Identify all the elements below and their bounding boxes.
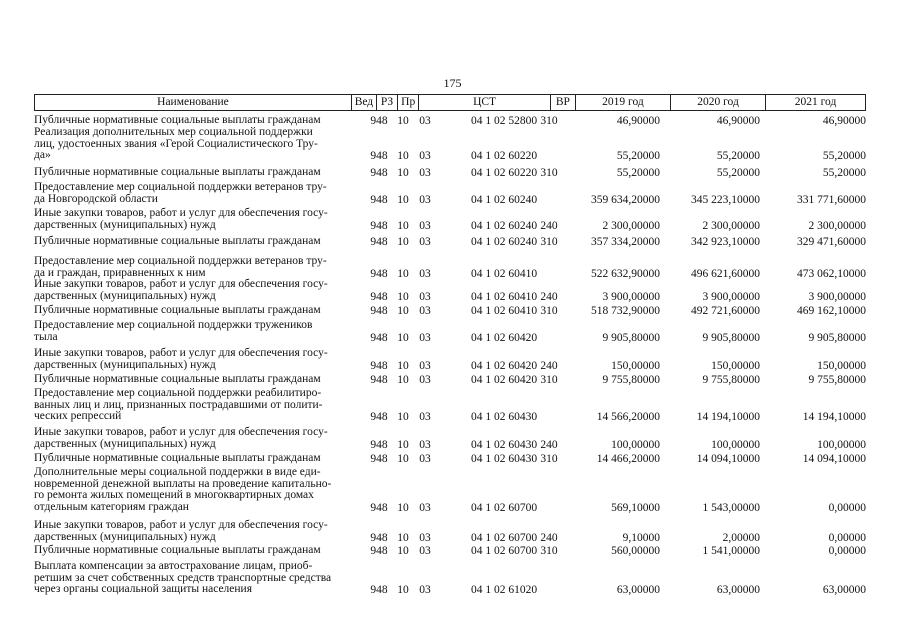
cell-rz: 10 — [397, 411, 409, 423]
cell-vr: 310 — [540, 115, 558, 127]
row-name: Предоставление мер социальной поддержки тружеников тыла — [34, 319, 313, 343]
cell-pr: 03 — [419, 331, 431, 344]
cell-cst: 04 1 02 60700 — [470, 501, 538, 514]
cell-cst: 04 1 02 60410 — [470, 305, 538, 317]
cell-cst: 04 1 02 60430 — [470, 411, 538, 423]
cell-cst: 04 1 02 60700 — [470, 531, 538, 544]
cell-ved: 948 — [370, 501, 388, 514]
cell-y2019: 14 566,20000 — [596, 411, 660, 423]
cell-pr: 03 — [419, 290, 431, 303]
cell-vr: 240 — [540, 359, 558, 372]
cell-ved: 948 — [370, 305, 388, 317]
header-rz: РЗ — [377, 95, 398, 110]
page-number: 175 — [443, 76, 462, 90]
row-name: Иные закупки товаров, работ и услуг для обеспечения госу- дарственных (муниципальных) нужд — [34, 347, 328, 371]
cell-rz: 10 — [397, 584, 409, 596]
cell-y2021: 329 471,60000 — [797, 236, 866, 248]
row-name: Иные закупки товаров, работ и услуг для обеспечения госу- дарственных (муниципальных) нужд — [34, 426, 328, 450]
cell-vr: 240 — [540, 290, 558, 303]
cell-ved: 948 — [370, 150, 388, 162]
cell-y2021: 46,90000 — [822, 115, 866, 127]
cell-cst: 04 1 02 60420 — [470, 374, 538, 386]
header-2020: 2020 год — [671, 95, 766, 110]
cell-y2021: 2 300,00000 — [808, 219, 866, 232]
row-name: Публичные нормативные социальные выплаты гражданам — [34, 452, 321, 464]
cell-pr: 03 — [419, 584, 431, 596]
cell-y2020: 100,00000 — [711, 438, 760, 451]
cell-rz: 10 — [397, 359, 409, 372]
cell-cst: 04 1 02 60240 — [470, 219, 538, 232]
cell-cst: 04 1 02 60220 — [470, 167, 538, 179]
cell-y2021: 0,00000 — [828, 531, 866, 544]
cell-y2019: 569,10000 — [611, 501, 660, 514]
cell-ved: 948 — [370, 236, 388, 248]
cell-ved: 948 — [370, 545, 388, 557]
cell-y2019: 357 334,20000 — [591, 236, 660, 248]
row-name: Публичные нормативные социальные выплаты гражданам — [34, 304, 321, 316]
cell-y2021: 150,00000 — [817, 359, 866, 372]
cell-rz: 10 — [397, 305, 409, 317]
cell-pr: 03 — [419, 501, 431, 514]
cell-y2021: 55,20000 — [822, 167, 866, 179]
cell-vr: 310 — [540, 545, 558, 557]
cell-pr: 03 — [419, 453, 431, 465]
header-cst: ЦСТ — [419, 95, 551, 110]
cell-rz: 10 — [397, 545, 409, 557]
row-name: Публичные нормативные социальные выплаты гражданам — [34, 544, 321, 556]
cell-pr: 03 — [419, 167, 431, 179]
cell-rz: 10 — [397, 531, 409, 544]
cell-vr: 240 — [540, 531, 558, 544]
cell-rz: 10 — [397, 219, 409, 232]
header-name: Наименование — [35, 95, 352, 110]
cell-cst: 04 1 02 52800 — [470, 115, 538, 127]
cell-ved: 948 — [370, 167, 388, 179]
cell-y2021: 14 094,10000 — [802, 453, 866, 465]
cell-rz: 10 — [397, 193, 409, 206]
cell-y2019: 63,00000 — [616, 584, 660, 596]
cell-y2021: 55,20000 — [822, 150, 866, 162]
cell-y2019: 55,20000 — [616, 167, 660, 179]
cell-y2021: 331 771,60000 — [797, 193, 866, 206]
cell-y2019: 518 732,90000 — [591, 305, 660, 317]
cell-cst: 04 1 02 60240 — [470, 193, 538, 206]
cell-ved: 948 — [370, 193, 388, 206]
cell-pr: 03 — [419, 150, 431, 162]
cell-pr: 03 — [419, 267, 431, 280]
cell-y2019: 100,00000 — [611, 438, 660, 451]
cell-pr: 03 — [419, 438, 431, 451]
cell-y2019: 55,20000 — [616, 150, 660, 162]
cell-rz: 10 — [397, 453, 409, 465]
cell-y2020: 150,00000 — [711, 359, 760, 372]
cell-ved: 948 — [370, 115, 388, 127]
cell-y2020: 1 541,00000 — [702, 545, 760, 557]
cell-ved: 948 — [370, 331, 388, 344]
cell-y2021: 473 062,10000 — [797, 267, 866, 280]
cell-ved: 948 — [370, 584, 388, 596]
cell-pr: 03 — [419, 531, 431, 544]
cell-y2020: 2,00000 — [722, 531, 760, 544]
cell-ved: 948 — [370, 374, 388, 386]
cell-pr: 03 — [419, 359, 431, 372]
cell-y2019: 2 300,00000 — [602, 219, 660, 232]
row-name: Иные закупки товаров, работ и услуг для обеспечения госу- дарственных (муниципальных) нужд — [34, 519, 328, 543]
cell-rz: 10 — [397, 115, 409, 127]
cell-pr: 03 — [419, 305, 431, 317]
cell-rz: 10 — [397, 290, 409, 303]
cell-y2019: 150,00000 — [611, 359, 660, 372]
header-2019: 2019 год — [576, 95, 671, 110]
row-name: Публичные нормативные социальные выплаты гражданам — [34, 114, 321, 126]
cell-y2019: 560,00000 — [611, 545, 660, 557]
cell-cst: 04 1 02 60410 — [470, 290, 538, 303]
cell-rz: 10 — [397, 438, 409, 451]
cell-vr: 240 — [540, 219, 558, 232]
cell-y2019: 522 632,90000 — [591, 267, 660, 280]
cell-ved: 948 — [370, 438, 388, 451]
cell-y2020: 3 900,00000 — [702, 290, 760, 303]
cell-cst: 04 1 02 61020 — [470, 584, 538, 596]
cell-rz: 10 — [397, 374, 409, 386]
cell-cst: 04 1 02 60420 — [470, 359, 538, 372]
cell-pr: 03 — [419, 115, 431, 127]
cell-pr: 03 — [419, 193, 431, 206]
cell-rz: 10 — [397, 236, 409, 248]
cell-y2021: 63,00000 — [822, 584, 866, 596]
cell-y2020: 63,00000 — [716, 584, 760, 596]
cell-y2021: 0,00000 — [828, 545, 866, 557]
cell-y2019: 9 905,80000 — [602, 331, 660, 344]
row-name: Выплата компенсации за автострахование лицам, приоб- ретшим за счет собственных средств транспортные средства через органы социальной защиты населения — [34, 560, 332, 595]
cell-pr: 03 — [419, 411, 431, 423]
row-name: Предоставление мер социальной поддержки реабилитиро- ванных лиц и лиц, признанных пострадавшими от полити- ческих репрессий — [34, 387, 323, 422]
cell-cst: 04 1 02 60430 — [470, 438, 538, 451]
row-name: Публичные нормативные социальные выплаты гражданам — [34, 373, 321, 385]
cell-rz: 10 — [397, 267, 409, 280]
cell-y2021: 3 900,00000 — [808, 290, 866, 303]
cell-vr: 310 — [540, 374, 558, 386]
row-name: Предоставление мер социальной поддержки ветеранов тру- да и граждан, приравненных к ним — [34, 255, 327, 279]
cell-y2020: 9 755,80000 — [702, 374, 760, 386]
cell-y2020: 1 543,00000 — [702, 501, 760, 514]
cell-y2021: 469 162,10000 — [797, 305, 866, 317]
cell-vr: 310 — [540, 167, 558, 179]
cell-ved: 948 — [370, 531, 388, 544]
cell-y2021: 9 755,80000 — [808, 374, 866, 386]
cell-y2021: 9 905,80000 — [808, 331, 866, 344]
cell-rz: 10 — [397, 167, 409, 179]
header-ved: Вед — [352, 95, 377, 110]
cell-cst: 04 1 02 60700 — [470, 545, 538, 557]
row-name: Иные закупки товаров, работ и услуг для обеспечения госу- дарственных (муниципальных) нужд — [34, 278, 328, 302]
cell-y2020: 2 300,00000 — [702, 219, 760, 232]
cell-y2021: 0,00000 — [828, 501, 866, 514]
cell-y2019: 46,90000 — [616, 115, 660, 127]
cell-cst: 04 1 02 60420 — [470, 331, 538, 344]
cell-ved: 948 — [370, 411, 388, 423]
cell-y2020: 492 721,60000 — [691, 305, 760, 317]
cell-cst: 04 1 02 60240 — [470, 236, 538, 248]
cell-rz: 10 — [397, 501, 409, 514]
cell-y2020: 55,20000 — [716, 150, 760, 162]
row-name: Публичные нормативные социальные выплаты гражданам — [34, 166, 321, 178]
row-name: Реализация дополнительных мер социальной поддержки лиц, удостоенных звания «Герой Социалистического Тру- да» — [34, 126, 318, 161]
cell-ved: 948 — [370, 219, 388, 232]
cell-y2019: 14 466,20000 — [596, 453, 660, 465]
cell-y2021: 14 194,10000 — [802, 411, 866, 423]
cell-y2020: 55,20000 — [716, 167, 760, 179]
row-name: Иные закупки товаров, работ и услуг для обеспечения госу- дарственных (муниципальных) нужд — [34, 207, 328, 231]
cell-vr: 310 — [540, 305, 558, 317]
cell-pr: 03 — [419, 236, 431, 248]
row-name: Предоставление мер социальной поддержки ветеранов тру- да Новгородской области — [34, 181, 327, 205]
cell-ved: 948 — [370, 290, 388, 303]
cell-y2019: 9,10000 — [622, 531, 660, 544]
cell-y2020: 14 194,10000 — [696, 411, 760, 423]
cell-vr: 310 — [540, 236, 558, 248]
cell-y2020: 46,90000 — [716, 115, 760, 127]
cell-rz: 10 — [397, 331, 409, 344]
cell-pr: 03 — [419, 374, 431, 386]
cell-y2020: 345 223,10000 — [691, 193, 760, 206]
cell-ved: 948 — [370, 359, 388, 372]
cell-y2020: 342 923,10000 — [691, 236, 760, 248]
header-pr: Пр — [398, 95, 419, 110]
cell-pr: 03 — [419, 545, 431, 557]
header-vr: ВР — [551, 95, 576, 110]
cell-y2019: 9 755,80000 — [602, 374, 660, 386]
cell-vr: 310 — [540, 453, 558, 465]
row-name: Дополнительные меры социальной поддержки в виде еди- новременной денежной выплаты на проведение капитально- го ремонта жилых помещений в многоквартирных домах отдельным категориям граждан — [34, 466, 332, 513]
cell-cst: 04 1 02 60220 — [470, 150, 538, 162]
cell-ved: 948 — [370, 267, 388, 280]
cell-ved: 948 — [370, 453, 388, 465]
cell-y2020: 496 621,60000 — [691, 267, 760, 280]
cell-rz: 10 — [397, 150, 409, 162]
cell-pr: 03 — [419, 219, 431, 232]
cell-y2020: 14 094,10000 — [696, 453, 760, 465]
cell-cst: 04 1 02 60430 — [470, 453, 538, 465]
header-2021: 2021 год — [794, 96, 837, 108]
cell-y2021: 100,00000 — [817, 438, 866, 451]
cell-cst: 04 1 02 60410 — [470, 267, 538, 280]
cell-y2019: 359 634,20000 — [591, 193, 660, 206]
cell-vr: 240 — [540, 438, 558, 451]
row-name: Публичные нормативные социальные выплаты гражданам — [34, 235, 321, 247]
cell-y2020: 9 905,80000 — [702, 331, 760, 344]
cell-y2019: 3 900,00000 — [602, 290, 660, 303]
